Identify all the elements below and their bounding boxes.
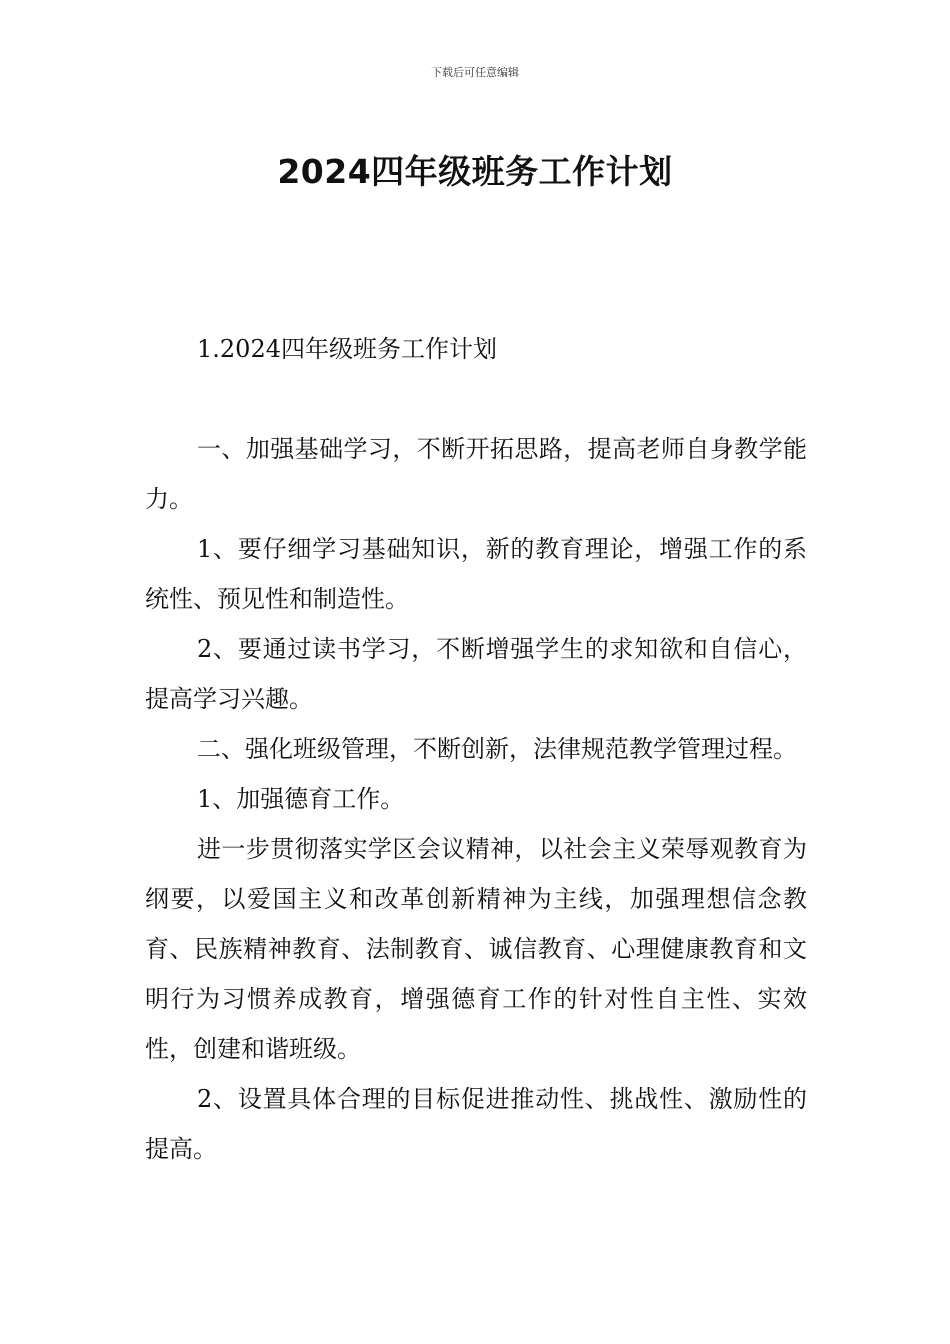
paragraph-item-2: 2、要通过读书学习，不断增强学生的求知欲和自信心，提高学习兴趣。 (145, 635, 807, 713)
document-body (145, 324, 807, 1174)
section-subheading: 1.2024四年级班务工作计划 (197, 335, 497, 363)
paragraph-moral-education-body: 进一步贯彻落实学区会议精神，以社会主义荣辱观教育为纲要，以爱国主义和改革创新精神为主线，加强理想信念教育、民族精神教育、法制教育、诚信教育、心理健康教育和文明行为习惯养成教育，增强德育工作的针对性自主性、实效性，创建和谐班级。 (145, 835, 807, 1063)
document-title: 2024四年级班务工作计划 (277, 152, 673, 192)
paragraph-item-1: 1、要仔细学习基础知识，新的教育理论，增强工作的系统性、预见性和制造性。 (145, 535, 807, 613)
paragraph-goals: 2、设置具体合理的目标促进推动性、挑战性、激励性的提高。 (145, 1085, 807, 1163)
paragraph-section-two-heading: 二、强化班级管理，不断创新，法律规范教学管理过程。 (197, 735, 797, 763)
paragraph-moral-education-heading: 1、加强德育工作。 (197, 785, 405, 813)
paragraph-section-one-heading: 一、加强基础学习，不断开拓思路，提高老师自身教学能力。 (145, 435, 807, 513)
header-note: 下载后可任意编辑 (431, 66, 519, 79)
